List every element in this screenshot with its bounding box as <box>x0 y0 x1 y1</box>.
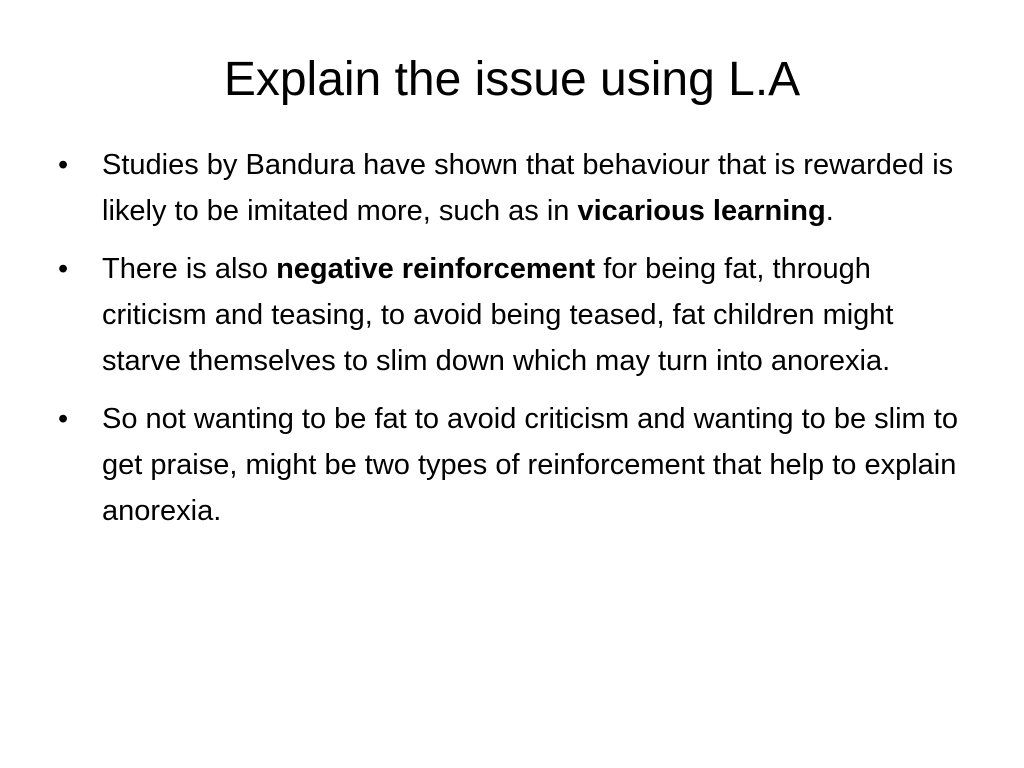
bullet-2-text-after: for being fat, through criticism and teasing, to avoid being teased, fat children might starve themselves to slim down which may turn into anorexia. <box>102 253 894 377</box>
bullet-1-text-before: Studies by Bandura have shown that behaviour that is rewarded is likely to be imitated more, such as in <box>102 149 954 227</box>
bullet-item-1 <box>58 142 958 234</box>
slide-title: Explain the issue using L.A <box>223 53 801 106</box>
bullet-list <box>58 142 958 546</box>
bullet-2-text-before: There is also <box>102 253 277 285</box>
bullet-marker-icon: • <box>58 253 69 285</box>
bullet-item-3 <box>58 396 958 534</box>
bullet-2-bold-term: negative reinforcement <box>276 253 596 285</box>
bullet-marker-icon: • <box>58 149 69 181</box>
bullet-marker-icon: • <box>58 403 69 435</box>
bullet-1-bold-term: vicarious learning <box>577 195 826 227</box>
bullet-3-text: So not wanting to be fat to avoid criticism and wanting to be slim to get praise, might be two types of reinforcement that help to explain anorexia. <box>102 403 958 527</box>
bullet-1-text-after: . <box>825 195 834 227</box>
bullet-item-2 <box>58 246 958 384</box>
